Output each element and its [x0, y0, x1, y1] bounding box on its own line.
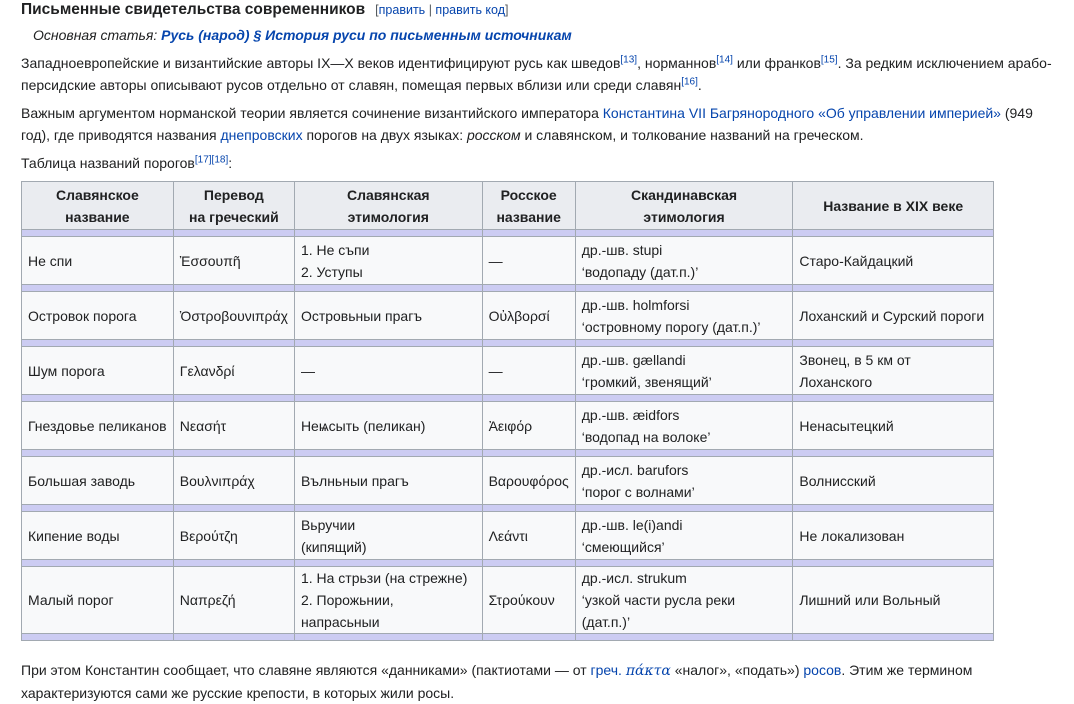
separator-cell [22, 285, 174, 292]
separator-cell [22, 230, 174, 237]
separator-cell [294, 634, 482, 641]
separator-cell [482, 450, 575, 457]
separator-cell [294, 450, 482, 457]
separator-cell [793, 230, 994, 237]
separator-cell [793, 505, 994, 512]
cell-line: Неѩсыть (пеликан) [300, 417, 426, 434]
cell-ros: — [482, 347, 575, 395]
ref-link[interactable]: [15] [820, 54, 838, 66]
dnieper-link[interactable]: днепровских [220, 127, 303, 143]
paragraph-1 [21, 52, 1057, 96]
text: порогов на двух языках: [302, 127, 467, 143]
row-separator [22, 505, 994, 512]
separator-cell [173, 505, 294, 512]
separator-cell [575, 560, 793, 567]
separator-cell [575, 395, 793, 402]
cell-greek: Γελανδρί [173, 347, 294, 395]
cell-line: — [300, 362, 315, 379]
header-line: на греческий [189, 208, 279, 225]
separator-cell [482, 230, 575, 237]
header-line: Славянское [55, 186, 139, 203]
separator-cell [22, 560, 174, 567]
cell-greek: Βουλνιπράχ [173, 457, 294, 505]
separator-cell [294, 505, 482, 512]
greek-link[interactable]: греч. [590, 662, 622, 678]
cell-line: др.-шв. æidfors [581, 406, 680, 423]
separator-cell [482, 340, 575, 347]
table-row [22, 237, 994, 285]
separator-cell [173, 450, 294, 457]
header-line: Славянская [346, 186, 430, 203]
constantine-link[interactable]: Константина VII Багрянородного [602, 105, 815, 121]
edit-link[interactable]: править [378, 3, 426, 17]
cell-line: 1. На стрьзи (на стрежне) [300, 570, 468, 586]
header-line: Скандинавская [631, 186, 738, 203]
separator-cell [482, 285, 575, 292]
cell-line: 2. Порожьнии, напрасьныи [300, 592, 394, 630]
row-separator [22, 560, 994, 567]
cell-xix: Ненасытецкий [793, 402, 994, 450]
table-row [22, 347, 994, 395]
de-administrando-link[interactable]: «Об управлении империей» [818, 105, 1001, 121]
cell-scand [575, 402, 793, 450]
text: Таблица названий порогов [21, 155, 195, 171]
header-line: название [65, 208, 130, 225]
cell-line: др.-шв. le(i)andi [581, 516, 683, 533]
table-row [22, 567, 994, 634]
separator-cell [22, 340, 174, 347]
cell-slav: Большая заводь [22, 457, 174, 505]
ref-link[interactable]: [14] [716, 54, 733, 66]
separator-cell [575, 230, 793, 237]
cell-ros: Ἀειφόρ [482, 402, 575, 450]
text: . [697, 77, 702, 93]
cell-line: ‘порог с волнами’ [581, 483, 695, 500]
cell-scand [575, 457, 793, 505]
cell-scand [575, 567, 793, 634]
cell-xix: Волнисский [793, 457, 994, 505]
cell-line: ‘смеющийся’ [581, 538, 665, 555]
cell-greek: Νεασήτ [173, 402, 294, 450]
rapids-table [21, 181, 994, 641]
separator-cell [793, 450, 994, 457]
separator-cell [294, 395, 482, 402]
separator-cell [173, 395, 294, 402]
cell-line: др.-исл. strukum [581, 570, 687, 586]
separator-cell [173, 285, 294, 292]
separator-cell [575, 340, 793, 347]
separator-cell [482, 560, 575, 567]
separator-cell [575, 450, 793, 457]
separator-cell [575, 505, 793, 512]
hatnote-prefix: Основная статья: [33, 27, 162, 43]
separator-cell [22, 395, 174, 402]
separator-cell [22, 450, 174, 457]
text: , норманнов [637, 55, 717, 71]
cell-xix: Старо-Кайдацкий [793, 237, 994, 285]
text: При этом Константин сообщает, что славяне являются «данниками» (пактиотами — от [21, 662, 591, 678]
edit-links [375, 3, 508, 17]
cell-xix: Лоханский и Сурский пороги [793, 292, 994, 340]
text: или франков [732, 55, 821, 71]
cell-line: Вълньныи прагъ [300, 472, 409, 489]
cell-greek: Ὀστροβουνιπράχ [173, 292, 294, 340]
cell-etym [294, 347, 482, 395]
cell-slav: Кипение воды [22, 512, 174, 560]
separator-cell [793, 560, 994, 567]
header-line: название [496, 208, 561, 225]
separator-cell [482, 634, 575, 641]
cell-greek: Ἐσσουπῆ [173, 237, 294, 285]
cell-ros: Βαρουφόρος [482, 457, 575, 505]
italic-text: росском [466, 127, 521, 143]
text: . Этим же термином характеризуются сами же русские крепости, в которых жили росы. [21, 662, 973, 701]
cell-etym [294, 567, 482, 634]
separator-cell [173, 340, 294, 347]
section-heading [21, 0, 1057, 20]
cell-ros: — [482, 237, 575, 285]
separator-cell [793, 340, 994, 347]
cell-slav: Малый порог [22, 567, 174, 634]
separator-cell [22, 505, 174, 512]
cell-line: др.-шв. stupi [581, 241, 663, 258]
separator-cell [575, 634, 793, 641]
row-separator [22, 395, 994, 402]
text: «налог», «подать») [670, 662, 804, 678]
edit-code-link[interactable]: править код [435, 3, 506, 17]
cell-line: ‘узкой части русла реки (дат.п.)’ [581, 592, 736, 630]
hatnote [21, 24, 1057, 46]
separator: | [428, 3, 432, 17]
separator-cell [294, 230, 482, 237]
rosov-link[interactable]: росов [803, 662, 842, 678]
column-header [173, 182, 294, 230]
paragraph-2 [21, 102, 1057, 146]
cell-scand [575, 512, 793, 560]
cell-line: ‘водопад на волоке’ [581, 428, 711, 445]
cell-slav: Не спи [22, 237, 174, 285]
separator-cell [793, 395, 994, 402]
cell-etym [294, 402, 482, 450]
header-line: Перевод [203, 186, 264, 203]
table-row [22, 457, 994, 505]
cell-etym [294, 512, 482, 560]
cell-slav: Шум порога [22, 347, 174, 395]
text: . За редким исключением арабо-персидские авторы описывают русов отдельно от славян, помещая первых вблизи или среди славян [21, 55, 1052, 93]
row-separator [22, 450, 994, 457]
cell-etym [294, 457, 482, 505]
separator-cell [294, 340, 482, 347]
cell-xix: Не локализован [793, 512, 994, 560]
column-header [22, 182, 174, 230]
separator-cell [482, 505, 575, 512]
row-separator [22, 230, 994, 237]
row-separator [22, 634, 994, 641]
cell-scand [575, 292, 793, 340]
cell-line: др.-шв. gællandi [581, 351, 686, 368]
cell-line: др.-исл. barufors [581, 461, 689, 478]
column-header [575, 182, 793, 230]
header-line: этимология [643, 208, 725, 225]
separator-cell [575, 285, 793, 292]
table-row [22, 512, 994, 560]
separator-cell [22, 634, 174, 641]
text: (949 год), где приводятся названия [21, 105, 1033, 143]
cell-greek: Βερούτζη [173, 512, 294, 560]
cell-xix: Лишний или Вольный [793, 567, 994, 634]
separator-cell [482, 395, 575, 402]
ref-link[interactable]: [18] [211, 154, 229, 166]
bracket: [ [375, 3, 379, 17]
cell-etym [294, 237, 482, 285]
row-separator [22, 340, 994, 347]
cell-greek: Ναπρεζή [173, 567, 294, 634]
cell-line: ‘водопаду (дат.п.)’ [581, 263, 699, 280]
cell-scand [575, 347, 793, 395]
cell-etym [294, 292, 482, 340]
separator-cell [793, 285, 994, 292]
pakta-link[interactable]: πάκτα [625, 663, 671, 679]
text: Важным аргументом норманской теории является сочинение византийского императора [21, 105, 603, 121]
cell-line: ‘громкий, звенящий’ [581, 373, 712, 390]
column-header [294, 182, 482, 230]
cell-line: Вьручии [300, 516, 356, 533]
separator-cell [173, 634, 294, 641]
cell-line: др.-шв. holmforsi [581, 296, 690, 313]
separator-cell [173, 230, 294, 237]
main-article-link[interactable]: Русь (народ) § История руси по письменным источникам [161, 27, 572, 43]
separator-cell [173, 560, 294, 567]
paragraph-3 [21, 152, 1057, 174]
table-row [22, 292, 994, 340]
cell-line: 2. Уступы [300, 263, 363, 280]
cell-ros: Λεάντι [482, 512, 575, 560]
cell-line: 1. Не съпи [300, 241, 370, 258]
separator-cell [294, 285, 482, 292]
header-line: Росское [500, 186, 557, 203]
text: Западноевропейские и византийские авторы IX—X веков идентифицируют русь как шведов [21, 55, 621, 71]
separator-cell [793, 634, 994, 641]
cell-slav: Гнездовье пеликанов [22, 402, 174, 450]
paragraph-4 [21, 659, 1057, 704]
ref-link[interactable]: [13] [620, 54, 638, 66]
cell-line: (кипящий) [300, 538, 367, 555]
heading-title: Письменные свидетельства современников [21, 1, 366, 18]
column-header [482, 182, 575, 230]
separator-cell [294, 560, 482, 567]
cell-line: Островьныи прагъ [300, 307, 423, 324]
header-line: этимология [347, 208, 429, 225]
ref-link[interactable]: [16] [681, 76, 698, 88]
column-header [793, 182, 994, 230]
cell-ros: Οὐλβορσί [482, 292, 575, 340]
ref-link[interactable]: [17] [194, 154, 212, 166]
text: : [228, 155, 233, 171]
table-row [22, 402, 994, 450]
cell-ros: Στρούκουν [482, 567, 575, 634]
text: и славянском, и толкование названий на греческом. [520, 127, 864, 143]
header-line: Название в XIX веке [823, 197, 964, 214]
cell-line: ‘островному порогу (дат.п.)’ [581, 318, 761, 335]
bracket: ] [505, 3, 509, 17]
row-separator [22, 285, 994, 292]
cell-slav: Островок порога [22, 292, 174, 340]
cell-xix: Звонец, в 5 км от Лоханского [793, 347, 994, 395]
cell-scand [575, 237, 793, 285]
